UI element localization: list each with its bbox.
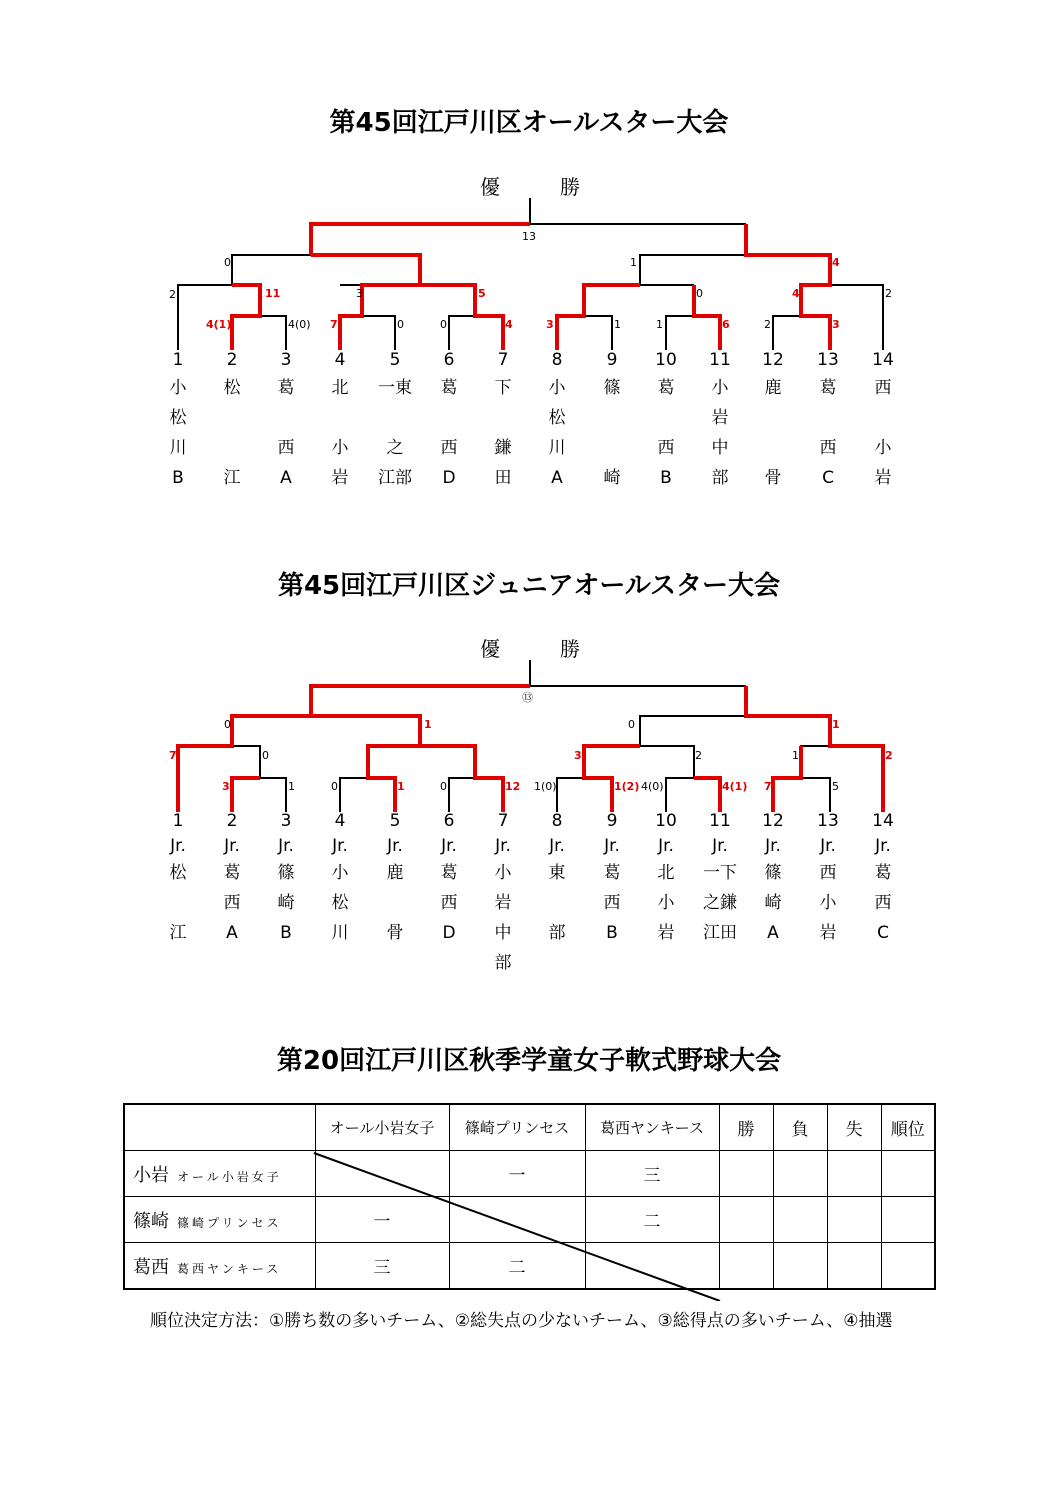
team-column <box>856 808 910 948</box>
team-name-part: Jr. <box>875 836 891 856</box>
team-number: 10 <box>655 811 677 831</box>
score-label: 2 <box>169 288 176 301</box>
team-name-part: 下 <box>494 378 512 398</box>
team-column <box>530 808 584 948</box>
team-column <box>151 808 205 948</box>
team-name-part: 一下 <box>703 863 737 883</box>
team-name-part: 一東 <box>378 378 412 398</box>
score-label: 7 <box>764 780 772 793</box>
team-number: 3 <box>280 350 292 370</box>
header-cell: 篠崎プリンセス <box>449 1104 585 1151</box>
result-cell: 三 <box>315 1243 449 1290</box>
score-label: 3 <box>546 318 554 331</box>
team-name-part: 葛 <box>223 863 241 883</box>
tournament3-title: 第20回江戸川区秋季学童女子軟式野球大会 <box>276 1046 782 1076</box>
score-label: 7 <box>330 318 338 331</box>
diagonal-line <box>123 1103 936 1301</box>
score-label: 4 <box>832 256 840 269</box>
score-label: 1 <box>397 780 405 793</box>
score-label: 0 <box>628 718 635 731</box>
team-name-part: C <box>822 468 834 488</box>
team-name-part: Jr. <box>820 836 836 856</box>
team-number: 5 <box>389 350 401 370</box>
result-cell: 三 <box>585 1151 719 1197</box>
score-label: 2 <box>885 749 893 762</box>
team-name-part: 西 <box>819 863 837 883</box>
header-cell: 負 <box>773 1104 827 1151</box>
team-name-part: 鎌 <box>494 438 512 458</box>
team-name-part: 江 <box>169 923 187 943</box>
team-name-part: 松 <box>223 378 241 398</box>
team-name-part: 西 <box>440 893 458 913</box>
team-name-part: 岩 <box>657 923 675 943</box>
team-name-part: Jr. <box>549 836 565 856</box>
team-name-part: A <box>767 923 779 943</box>
team-name-part: Jr. <box>387 836 403 856</box>
team-name-part: 鹿 <box>386 863 404 883</box>
team-name-part: 葛 <box>657 378 675 398</box>
team-name-part: 西 <box>874 378 892 398</box>
score-label: 1 <box>656 318 663 331</box>
header-cell: オール小岩女子 <box>315 1104 449 1151</box>
score-label: 4(0) <box>641 780 664 793</box>
team-number: 13 <box>817 811 839 831</box>
score-label: 0 <box>440 780 447 793</box>
team-name-part: D <box>442 923 456 943</box>
score-label: 3 <box>356 287 363 300</box>
team-column <box>639 808 693 948</box>
team-name-part: 部 <box>548 923 566 943</box>
score-label: 4(1) <box>206 318 232 331</box>
team-full-name: 篠崎プリンセス <box>177 1215 282 1230</box>
team-number: 13 <box>817 350 839 370</box>
team-full-name: オール小岩女子 <box>177 1169 282 1184</box>
team-name-part: Jr. <box>765 836 781 856</box>
team-name-part: B <box>660 468 672 488</box>
team-name-part: 西 <box>277 438 295 458</box>
team-name-part: 小 <box>874 438 892 458</box>
score-label: 2 <box>764 318 771 331</box>
team-name-part: Jr. <box>278 836 294 856</box>
team-name-part: 北 <box>657 863 675 883</box>
team-name-part: Jr. <box>441 836 457 856</box>
result-cell: 二 <box>449 1243 585 1290</box>
score-label: 3 <box>574 749 582 762</box>
team-number: 7 <box>497 350 509 370</box>
team-number: 12 <box>762 811 784 831</box>
team-name-part: 骨 <box>764 468 782 488</box>
ranking-method-note: 順位決定方法：①勝ち数の多いチーム、②総失点の少ないチーム、③総得点の多いチーム、④抽選 <box>150 1311 893 1331</box>
team-column <box>422 808 476 948</box>
team-name-part: B <box>172 468 184 488</box>
team-name-part: 松 <box>331 893 349 913</box>
team-number: 11 <box>709 350 731 370</box>
team-name-part: A <box>551 468 563 488</box>
team-name-part: 之 <box>386 438 404 458</box>
team-name-part: 葛 <box>440 378 458 398</box>
tournament2-win-label-b: 勝 <box>560 637 580 661</box>
team-name-part: D <box>442 468 456 488</box>
score-label: 1 <box>832 718 840 731</box>
team-name-part: 篠 <box>603 378 621 398</box>
score-label: 1 <box>630 256 637 269</box>
team-name-part: 小 <box>819 893 837 913</box>
team-name-part: 小 <box>169 378 187 398</box>
score-label: 0 <box>224 256 231 269</box>
team-name-part: 小 <box>331 863 349 883</box>
team-name-part: Jr. <box>658 836 674 856</box>
team-column <box>259 808 313 948</box>
tournament1-win-label-a: 優 <box>480 175 500 199</box>
team-name-part: 西 <box>819 438 837 458</box>
team-column <box>585 808 639 948</box>
score-label: 5 <box>832 780 839 793</box>
score-label: 7 <box>169 749 177 762</box>
team-name-part: 小 <box>711 378 729 398</box>
team-number: 8 <box>551 350 563 370</box>
team-name-part: 岩 <box>494 893 512 913</box>
team-name-part: 川 <box>548 438 566 458</box>
team-column <box>801 808 855 948</box>
score-label: 0 <box>224 718 231 731</box>
score-label: 6 <box>722 318 730 331</box>
team-name-part: B <box>280 923 292 943</box>
team-number: 12 <box>762 350 784 370</box>
team-name-part: 小 <box>331 438 349 458</box>
tournament1-title: 第45回江戸川区オールスター大会 <box>329 108 729 138</box>
header-cell: 勝 <box>719 1104 773 1151</box>
score-label: 1(2) <box>614 780 640 793</box>
score-label: 0 <box>262 749 269 762</box>
team-name-part: B <box>606 923 618 943</box>
team-name-part: Jr. <box>495 836 511 856</box>
team-column <box>368 808 422 948</box>
team-number: 10 <box>655 350 677 370</box>
result-cell: 二 <box>585 1197 719 1243</box>
result-cell: 一 <box>315 1197 449 1243</box>
header-cell: 失 <box>827 1104 881 1151</box>
team-short-name: 篠崎 <box>133 1210 169 1232</box>
team-name-part: Jr. <box>332 836 348 856</box>
score-label: 1 <box>792 749 799 762</box>
tournament2-win-label-a: 優 <box>480 637 500 661</box>
team-number: 2 <box>226 350 238 370</box>
team-short-name: 小岩 <box>133 1164 169 1186</box>
team-name-part: 岩 <box>874 468 892 488</box>
tournament2-title: 第45回江戸川区ジュニアオールスター大会 <box>277 571 781 601</box>
team-name-part: 小 <box>657 893 675 913</box>
team-name-part: 西 <box>657 438 675 458</box>
score-label: 0 <box>440 318 447 331</box>
score-label: 5 <box>478 287 486 300</box>
score-label: 2 <box>695 749 702 762</box>
score-label: 4 <box>505 318 513 331</box>
team-name-part: Jr. <box>224 836 240 856</box>
team-number: 3 <box>280 811 292 831</box>
tournament1-win-label-b: 勝 <box>560 175 580 199</box>
round-robin-wrapper <box>123 1103 936 1301</box>
team-name-part: 松 <box>548 408 566 428</box>
score-label: 1 <box>614 318 621 331</box>
final-score: ⑬ <box>522 691 533 704</box>
team-number: 14 <box>872 350 894 370</box>
team-name-part: 江部 <box>378 468 412 488</box>
score-label: 12 <box>505 780 521 793</box>
team-name-part: 崎 <box>764 893 782 913</box>
team-name-part: 岩 <box>331 468 349 488</box>
team-full-name: 葛西ヤンキース <box>177 1261 282 1276</box>
team-name-part: 葛 <box>874 863 892 883</box>
score-label: 11 <box>265 287 281 300</box>
team-name-part: 川 <box>169 438 187 458</box>
score-label: 0 <box>696 287 703 300</box>
score-label: 1(0) <box>534 780 557 793</box>
team-number: 9 <box>606 350 618 370</box>
team-name-part: 田 <box>494 468 512 488</box>
team-name-part: 西 <box>874 893 892 913</box>
team-name-part: 北 <box>331 378 349 398</box>
team-name-part: 葛 <box>603 863 621 883</box>
team-name-part <box>151 888 205 918</box>
team-number: 11 <box>709 811 731 831</box>
team-name-part: 崎 <box>603 468 621 488</box>
team-name-part: 篠 <box>277 863 295 883</box>
team-column <box>476 808 530 978</box>
team-name-part: 中 <box>711 438 729 458</box>
score-label: 4 <box>792 287 800 300</box>
team-name-part: 西 <box>223 893 241 913</box>
team-column <box>313 808 367 948</box>
score-label: 0 <box>331 780 338 793</box>
team-name-part: 部 <box>494 953 512 973</box>
team-name-part: 松 <box>169 863 187 883</box>
team-name-part <box>368 888 422 918</box>
team-name-part: 篠 <box>764 863 782 883</box>
score-label: 0 <box>397 318 404 331</box>
team-name-part: 江 <box>223 468 241 488</box>
score-label: 4(0) <box>288 318 311 331</box>
team-name-part: Jr. <box>712 836 728 856</box>
team-name-part: 川 <box>331 923 349 943</box>
final-score: 13 <box>522 230 536 243</box>
team-name-part: A <box>280 468 292 488</box>
team-number: 4 <box>334 350 346 370</box>
team-number: 1 <box>172 811 184 831</box>
team-name-part: 松 <box>169 408 187 428</box>
team-name-part: 葛 <box>277 378 295 398</box>
score-label: 3 <box>222 780 230 793</box>
team-short-name: 葛西 <box>133 1256 169 1278</box>
team-name-part <box>530 888 584 918</box>
team-column <box>205 808 259 948</box>
team-name-part: C <box>877 923 889 943</box>
team-number: 9 <box>606 811 618 831</box>
team-number: 14 <box>872 811 894 831</box>
team-number: 8 <box>551 811 563 831</box>
team-name-part: 葛 <box>440 863 458 883</box>
team-column <box>693 808 747 948</box>
team-name-part: 岩 <box>711 408 729 428</box>
score-label: 1 <box>288 780 295 793</box>
score-label: 1 <box>424 718 432 731</box>
team-name-part: 鹿 <box>764 378 782 398</box>
team-column <box>746 808 800 948</box>
team-number: 2 <box>226 811 238 831</box>
team-name-part: 西 <box>440 438 458 458</box>
team-name-part: Jr. <box>604 836 620 856</box>
score-label: 3 <box>832 318 840 331</box>
team-name-part: 部 <box>711 468 729 488</box>
team-name-part: 小 <box>494 863 512 883</box>
team-name-part: 西 <box>603 893 621 913</box>
team-name-part: 之鎌 <box>703 893 737 913</box>
team-number: 6 <box>443 811 455 831</box>
team-name-part: 岩 <box>819 923 837 943</box>
team-name-part: 葛 <box>819 378 837 398</box>
team-name-part: 江田 <box>703 923 737 943</box>
team-name-part: Jr. <box>170 836 186 856</box>
header-cell: 順位 <box>881 1104 935 1151</box>
team-number: 7 <box>497 811 509 831</box>
team-name-part: 中 <box>494 923 512 943</box>
team-name-part: 東 <box>548 863 566 883</box>
team-name-part: 骨 <box>386 923 404 943</box>
score-label: 4(1) <box>722 780 748 793</box>
team-name-part: A <box>226 923 238 943</box>
score-label: 2 <box>885 287 892 300</box>
result-cell: 一 <box>449 1151 585 1197</box>
team-number: 6 <box>443 350 455 370</box>
team-number: 5 <box>389 811 401 831</box>
header-cell: 葛西ヤンキース <box>585 1104 719 1151</box>
team-number: 4 <box>334 811 346 831</box>
team-name-part: 崎 <box>277 893 295 913</box>
team-name-part: 小 <box>548 378 566 398</box>
team-number: 1 <box>172 350 184 370</box>
